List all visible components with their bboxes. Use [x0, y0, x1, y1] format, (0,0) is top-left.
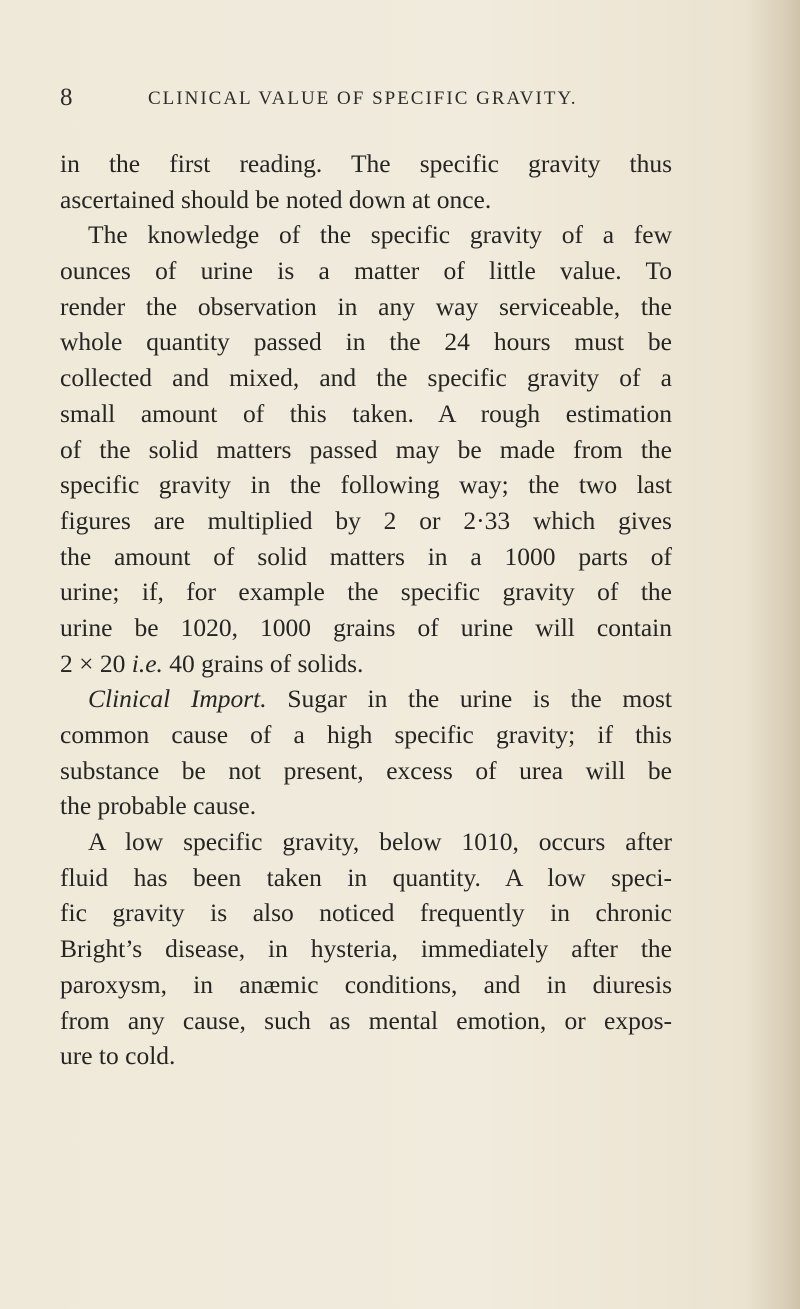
- text-line: [60, 681, 672, 717]
- text-line: fluid has been taken in quantity. A low speci-: [60, 862, 672, 892]
- text-line: the probable cause.: [60, 791, 257, 821]
- text-line: fic gravity is also noticed frequently in chronic: [60, 898, 672, 928]
- text-line: common cause of a high specific gravity; if this: [60, 720, 672, 749]
- text-line: ascertained should be noted down at once.: [60, 184, 492, 214]
- text-line: collected and mixed, and the specific gravity of a: [60, 363, 672, 393]
- text-line: Bright’s disease, in hysteria, immediately after the: [60, 934, 672, 964]
- text-line: The knowledge of the specific gravity of a few: [88, 220, 672, 250]
- text-run: Sugar in the urine is the most: [266, 684, 672, 714]
- text-line: ure to cold.: [60, 1041, 176, 1071]
- body-text: [60, 146, 672, 1074]
- text-line: specific gravity in the following way; the two last: [60, 470, 672, 500]
- text-line: in the first reading. The specific gravity thus: [60, 149, 672, 178]
- text-line: ounces of urine is a matter of little value. To: [60, 256, 672, 286]
- page-header: [60, 84, 700, 114]
- text-line: of the solid matters passed may be made from the: [60, 434, 672, 464]
- text-line: render the observation in any way serviceable, the: [60, 291, 672, 321]
- text-line: from any cause, such as mental emotion, or expos-: [60, 1005, 672, 1035]
- text-line: whole quantity passed in the 24 hours must be: [60, 327, 672, 357]
- page-number: 8: [60, 84, 73, 111]
- text-line: paroxysm, in anæmic conditions, and in diuresis: [60, 969, 672, 999]
- text-line: urine; if, for example the specific gravity of the: [60, 577, 672, 607]
- running-head: CLINICAL VALUE OF SPECIFIC GRAVITY.: [148, 88, 578, 109]
- abbreviation-ie: i.e.: [131, 648, 163, 678]
- text-run: 40 grains of solids.: [162, 648, 364, 678]
- text-line: small amount of this taken. A rough estimation: [60, 398, 672, 428]
- text-line: substance be not present, excess of urea will be: [60, 755, 672, 785]
- text-line: urine be 1020, 1000 grains of urine will contain: [60, 612, 672, 642]
- text-run: 2 × 20: [60, 648, 132, 678]
- text-line: A low specific gravity, below 1010, occurs after: [88, 827, 672, 857]
- text-line: the amount of solid matters in a 1000 parts of: [60, 541, 672, 571]
- section-run-in-heading: Clinical Import.: [88, 684, 267, 714]
- text-line: figures are multiplied by 2 or 2·33 which gives: [60, 505, 672, 535]
- text-line: [60, 646, 672, 682]
